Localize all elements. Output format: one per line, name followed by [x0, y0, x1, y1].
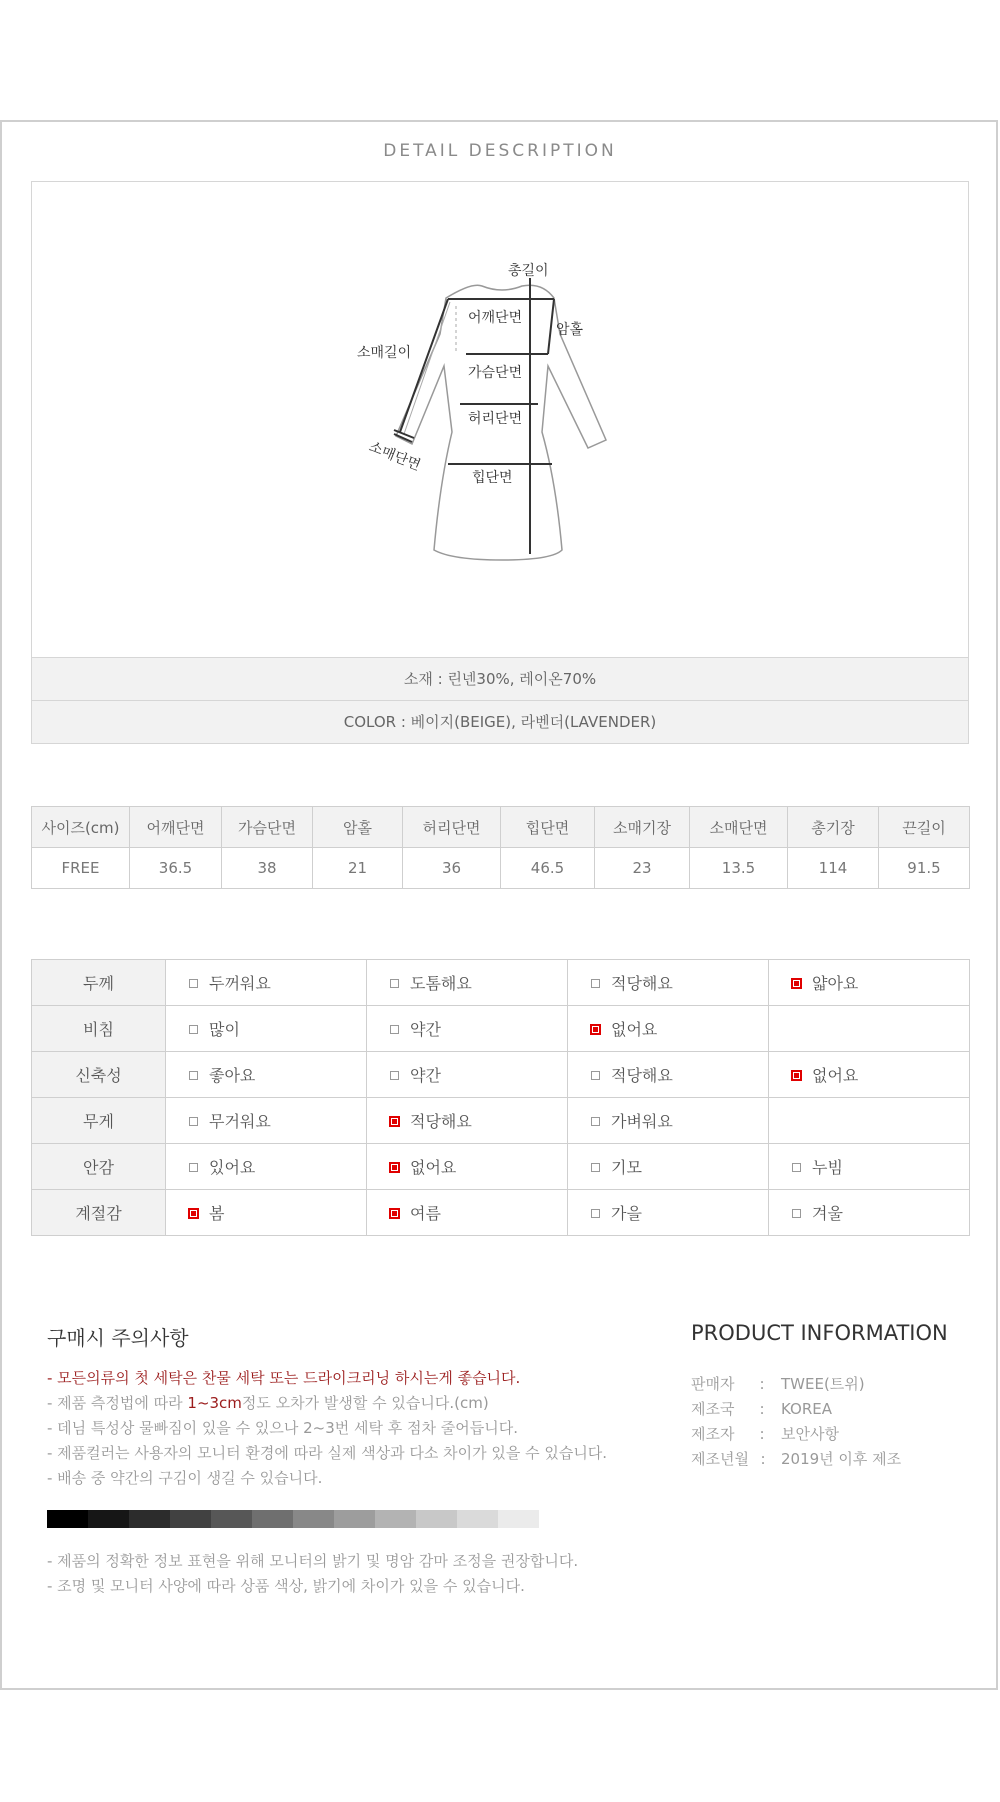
product-info-sep: :: [759, 1400, 765, 1418]
label-waist: 허리단면: [468, 411, 523, 427]
property-label: 비침: [32, 1006, 166, 1052]
property-option-label: 두꺼워요: [209, 974, 271, 993]
product-info-key: 제조자: [691, 1425, 735, 1443]
label-armhole: 암홀: [556, 322, 584, 338]
property-option: [769, 1098, 970, 1144]
label-sleeve-cuff: 소매단면: [366, 438, 423, 474]
label-hip: 힙단면: [472, 470, 513, 486]
notice-item: - 데님 특성상 물빠짐이 있을 수 있으나 2~3번 세탁 후 점차 줄어듭니다.: [47, 1419, 519, 1437]
property-option-label: 누빔: [812, 1158, 843, 1177]
checkbox-checked-icon[interactable]: [390, 1163, 399, 1172]
property-option[interactable]: [367, 1190, 568, 1236]
product-info-value: TWEE(트위): [781, 1375, 865, 1393]
product-info-value: 보안사항: [781, 1425, 839, 1443]
color-swatch: [416, 1510, 457, 1528]
property-option[interactable]: [166, 1098, 367, 1144]
product-info-sep: :: [760, 1450, 766, 1468]
product-info-value: 2019년 이후 제조: [781, 1450, 902, 1468]
table-row: [32, 960, 970, 1006]
size-cell: 91.5: [879, 848, 970, 889]
property-option[interactable]: [367, 1006, 568, 1052]
dress-illustration: [32, 182, 970, 659]
label-sleeve-length: 소매길이: [357, 345, 412, 361]
product-info-row: [691, 1422, 901, 1447]
property-option[interactable]: [769, 1052, 970, 1098]
property-label: 신축성: [32, 1052, 166, 1098]
property-option[interactable]: [769, 1144, 970, 1190]
color-swatch: [211, 1510, 252, 1528]
table-row: [32, 848, 970, 889]
checkbox-icon[interactable]: [189, 979, 198, 988]
brightness-swatches: [47, 1510, 539, 1528]
size-cell: 36.5: [130, 848, 222, 889]
checkbox-checked-icon[interactable]: [189, 1209, 198, 1218]
checkbox-icon[interactable]: [189, 1025, 198, 1034]
checkbox-icon[interactable]: [591, 1071, 600, 1080]
color-swatch: [252, 1510, 293, 1528]
tip-item: - 조명 및 모니터 사양에 따라 상품 색상, 밝기에 차이가 있을 수 있습니다.: [47, 1577, 525, 1595]
checkbox-icon[interactable]: [189, 1117, 198, 1126]
notice-list: [47, 1366, 607, 1491]
product-info-row: [691, 1397, 901, 1422]
size-header-cell: 총기장: [788, 807, 879, 848]
property-label: 무게: [32, 1098, 166, 1144]
color-swatch: [88, 1510, 129, 1528]
size-cell: 13.5: [690, 848, 788, 889]
size-cell: 36: [403, 848, 501, 889]
size-header-row: [32, 807, 970, 848]
size-cell: 46.5: [501, 848, 595, 889]
checkbox-checked-icon[interactable]: [792, 1071, 801, 1080]
size-header-cell: 허리단면: [403, 807, 501, 848]
property-option[interactable]: [568, 1098, 769, 1144]
size-cell: FREE: [32, 848, 130, 889]
property-option-label: 도톰해요: [410, 974, 472, 993]
color-swatch: [498, 1510, 539, 1528]
color-swatch: [129, 1510, 170, 1528]
property-label: 두께: [32, 960, 166, 1006]
property-option[interactable]: [568, 1052, 769, 1098]
property-option[interactable]: [166, 1052, 367, 1098]
checkbox-icon[interactable]: [390, 979, 399, 988]
property-option-label: 있어요: [209, 1158, 256, 1177]
checkbox-icon[interactable]: [189, 1163, 198, 1172]
checkbox-checked-icon[interactable]: [792, 979, 801, 988]
size-header-cell: 힙단면: [501, 807, 595, 848]
tip-item: - 제품의 정확한 정보 표현을 위해 모니터의 밝기 및 명암 감마 조정을 권장합니다.: [47, 1552, 579, 1570]
property-option[interactable]: [568, 960, 769, 1006]
property-option-label: 많이: [209, 1020, 240, 1039]
product-info-sep: :: [759, 1375, 765, 1393]
product-info-title: PRODUCT INFORMATION: [691, 1321, 948, 1345]
size-cell: 38: [222, 848, 313, 889]
checkbox-icon[interactable]: [591, 979, 600, 988]
property-option-label: 적당해요: [611, 1066, 673, 1085]
size-table: [31, 806, 970, 889]
table-row: [32, 1098, 970, 1144]
table-row: [32, 1006, 970, 1052]
checkbox-checked-icon[interactable]: [390, 1209, 399, 1218]
property-option[interactable]: [367, 960, 568, 1006]
color-row: COLOR : 베이지(BEIGE), 라벤더(LAVENDER): [31, 700, 969, 744]
product-info-row: [691, 1447, 901, 1472]
label-chest: 가슴단면: [468, 365, 523, 381]
size-header-cell: 끈길이: [879, 807, 970, 848]
size-cell: 21: [313, 848, 403, 889]
property-option-label: 봄: [209, 1204, 225, 1223]
color-swatch: [375, 1510, 416, 1528]
size-header-cell: 소매기장: [595, 807, 690, 848]
notice-text: 정도 오차가 발생할 수 있습니다.(cm): [241, 1394, 489, 1412]
properties-table: [31, 959, 970, 1236]
notice-text: - 제품 측정법에 따라: [47, 1394, 188, 1412]
product-info-list: [691, 1372, 901, 1472]
table-row: [32, 1190, 970, 1236]
property-option[interactable]: [166, 1144, 367, 1190]
size-header-cell: 가슴단면: [222, 807, 313, 848]
product-info-row: [691, 1372, 901, 1397]
property-option-label: 기모: [611, 1158, 642, 1177]
property-option-label: 여름: [410, 1204, 441, 1223]
checkbox-icon[interactable]: [792, 1163, 801, 1172]
product-info-value: KOREA: [781, 1400, 832, 1418]
size-header-cell: 어깨단면: [130, 807, 222, 848]
property-option: [769, 1006, 970, 1052]
checkbox-checked-icon[interactable]: [591, 1025, 600, 1034]
property-option-label: 없어요: [812, 1066, 859, 1085]
property-option[interactable]: [568, 1006, 769, 1052]
detail-title: DETAIL DESCRIPTION: [383, 141, 617, 161]
color-swatch: [457, 1510, 498, 1528]
table-row: [32, 1144, 970, 1190]
checkbox-icon[interactable]: [792, 1209, 801, 1218]
property-option[interactable]: [367, 1052, 568, 1098]
notice-item: - 제품컬러는 사용자의 모니터 환경에 따라 실제 색상과 다소 차이가 있을 수 있습니다.: [47, 1444, 608, 1462]
notice-highlight: 1~3cm: [187, 1394, 242, 1412]
property-option-label: 약간: [410, 1020, 441, 1039]
color-swatch: [170, 1510, 211, 1528]
product-info-key: 제조년월: [691, 1450, 749, 1468]
label-shoulder: 어깨단면: [468, 310, 523, 326]
property-label: 안감: [32, 1144, 166, 1190]
property-option-label: 겨울: [812, 1204, 843, 1223]
label-total-length: 총길이: [508, 263, 549, 279]
property-option-label: 적당해요: [410, 1112, 472, 1131]
size-cell: 114: [788, 848, 879, 889]
property-option-label: 얇아요: [812, 974, 859, 993]
property-option[interactable]: [769, 960, 970, 1006]
checkbox-icon[interactable]: [591, 1117, 600, 1126]
product-info-sep: :: [759, 1425, 765, 1443]
property-option[interactable]: [568, 1190, 769, 1236]
color-swatch: [293, 1510, 334, 1528]
checkbox-icon[interactable]: [591, 1209, 600, 1218]
monitor-tips: [47, 1549, 578, 1599]
size-header-cell: 사이즈(cm): [32, 807, 130, 848]
notice-item: [47, 1391, 607, 1416]
color-swatch: [47, 1510, 88, 1528]
size-header-cell: 소매단면: [690, 807, 788, 848]
property-option-label: 약간: [410, 1066, 441, 1085]
checkbox-icon[interactable]: [591, 1163, 600, 1172]
property-option[interactable]: [769, 1190, 970, 1236]
notice-item: - 배송 중 약간의 구김이 생길 수 있습니다.: [47, 1469, 323, 1487]
checkbox-icon[interactable]: [390, 1025, 399, 1034]
property-option[interactable]: [166, 960, 367, 1006]
property-option[interactable]: [367, 1098, 568, 1144]
property-option-label: 적당해요: [611, 974, 673, 993]
checkbox-checked-icon[interactable]: [390, 1117, 399, 1126]
color-swatch: [334, 1510, 375, 1528]
property-option-label: 가벼워요: [611, 1112, 673, 1131]
product-info-key: 판매자: [691, 1375, 735, 1393]
size-cell: 23: [595, 848, 690, 889]
size-header-cell: 암홀: [313, 807, 403, 848]
property-label: 계절감: [32, 1190, 166, 1236]
property-option-label: 가을: [611, 1204, 642, 1223]
notice-title: 구매시 주의사항: [47, 1326, 189, 1350]
property-option[interactable]: [166, 1006, 367, 1052]
property-option[interactable]: [367, 1144, 568, 1190]
checkbox-icon[interactable]: [189, 1071, 198, 1080]
property-option[interactable]: [568, 1144, 769, 1190]
notice-item: - 모든의류의 첫 세탁은 찬물 세탁 또는 드라이크리닝 하시는게 좋습니다.: [47, 1369, 521, 1387]
property-option-label: 좋아요: [209, 1066, 256, 1085]
property-option-label: 무거워요: [209, 1112, 271, 1131]
property-option-label: 없어요: [611, 1020, 658, 1039]
checkbox-icon[interactable]: [390, 1071, 399, 1080]
table-row: [32, 1052, 970, 1098]
size-diagram: [31, 181, 969, 658]
property-option-label: 없어요: [410, 1158, 457, 1177]
property-option[interactable]: [166, 1190, 367, 1236]
material-row: 소재 : 린넨30%, 레이온70%: [31, 657, 969, 701]
product-info-key: 제조국: [691, 1400, 735, 1418]
